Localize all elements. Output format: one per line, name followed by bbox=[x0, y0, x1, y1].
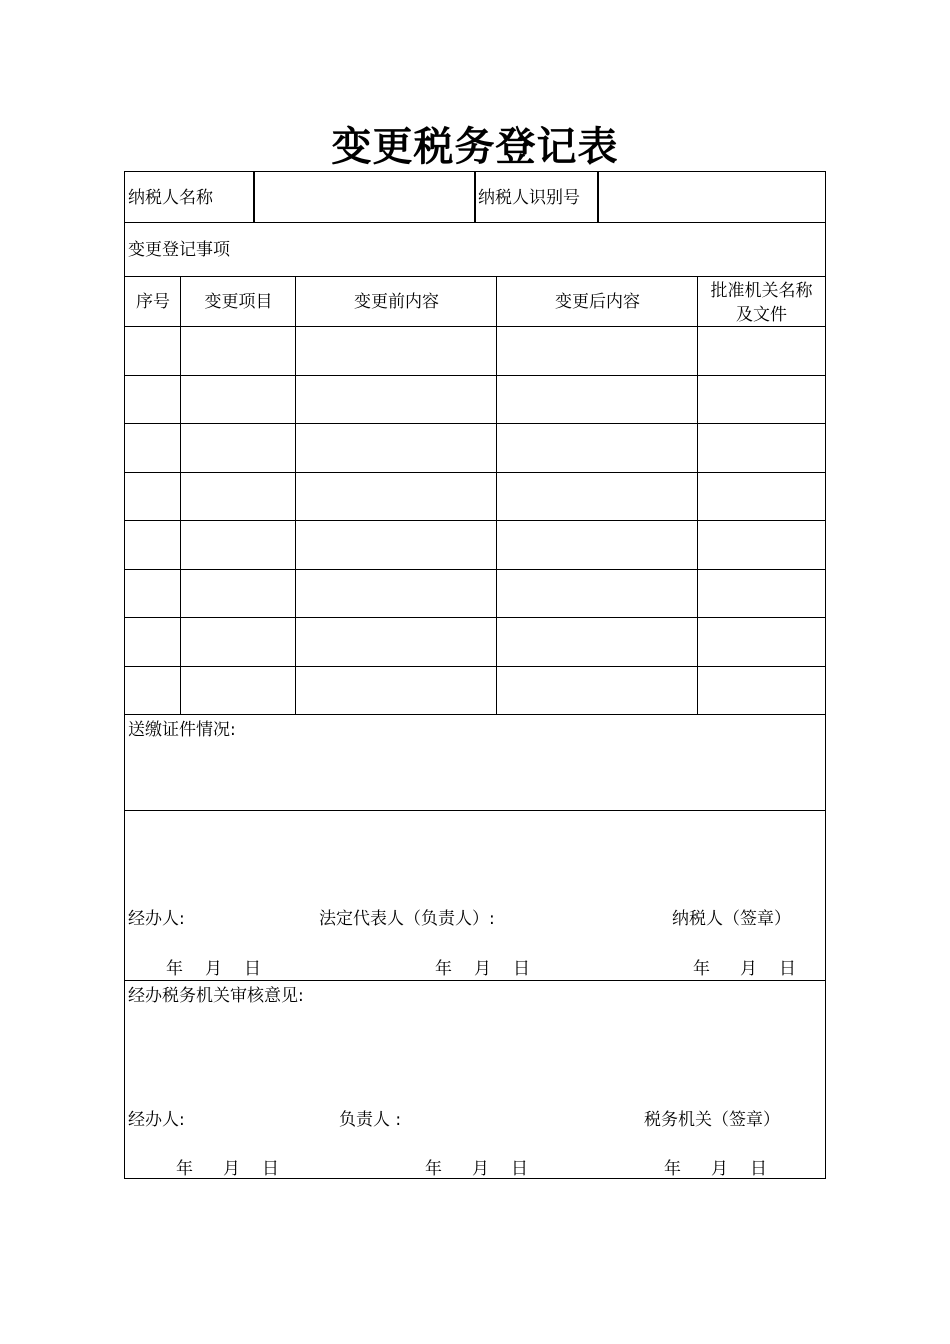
table-row-line bbox=[124, 617, 826, 618]
date-year: 年 bbox=[435, 959, 452, 979]
date-month: 月 bbox=[474, 959, 491, 979]
date-taxpayer bbox=[693, 958, 796, 980]
header-approval-line2: 及文件 bbox=[736, 305, 787, 325]
header-change-item: 变更项目 bbox=[204, 292, 273, 312]
divider bbox=[597, 172, 599, 222]
divider bbox=[124, 980, 826, 981]
date-month: 月 bbox=[205, 959, 222, 979]
authority-opinion-label: 经办税务机关审核意见: bbox=[128, 986, 304, 1006]
date-handler bbox=[166, 958, 261, 980]
date-year: 年 bbox=[693, 959, 710, 979]
responsible-label: 负责人 : bbox=[339, 1110, 402, 1130]
legal-rep-label: 法定代表人（负责人）: bbox=[319, 909, 495, 929]
table-col-line bbox=[697, 276, 698, 714]
divider bbox=[124, 810, 826, 811]
date-year: 年 bbox=[176, 1159, 193, 1179]
table-row-line bbox=[124, 326, 826, 327]
date-day: 日 bbox=[262, 1159, 279, 1179]
date-year: 年 bbox=[425, 1159, 442, 1179]
table-col-line bbox=[180, 276, 181, 714]
divider bbox=[124, 276, 826, 277]
authority-handler-label: 经办人: bbox=[128, 1110, 185, 1130]
authority-seal-label: 税务机关（签章） bbox=[644, 1110, 780, 1130]
date-day: 日 bbox=[511, 1159, 528, 1179]
date-legal-rep bbox=[435, 958, 530, 980]
table-row-line bbox=[124, 569, 826, 570]
table-row-line bbox=[124, 666, 826, 667]
table-row-line bbox=[124, 520, 826, 521]
header-approval-line1: 批准机关名称 bbox=[710, 281, 813, 301]
documents-label: 送缴证件情况: bbox=[128, 720, 236, 740]
divider bbox=[474, 172, 476, 222]
date-authority-handler bbox=[176, 1158, 279, 1180]
table-col-line bbox=[496, 276, 497, 714]
divider bbox=[124, 222, 826, 223]
table-row-line bbox=[124, 375, 826, 376]
change-items-label: 变更登记事项 bbox=[128, 240, 230, 260]
table-row-line bbox=[124, 423, 826, 424]
header-before-content: 变更前内容 bbox=[354, 292, 439, 312]
page-title: 变更税务登记表 bbox=[331, 123, 619, 170]
header-after-content: 变更后内容 bbox=[555, 292, 640, 312]
date-year: 年 bbox=[664, 1159, 681, 1179]
taxpayer-id-label: 纳税人识别号 bbox=[478, 188, 580, 208]
date-month: 月 bbox=[740, 959, 757, 979]
date-authority bbox=[664, 1158, 767, 1180]
table-col-line bbox=[295, 276, 296, 714]
taxpayer-name-label: 纳税人名称 bbox=[128, 188, 213, 208]
date-month: 月 bbox=[223, 1159, 240, 1179]
date-responsible bbox=[425, 1158, 528, 1180]
date-day: 日 bbox=[750, 1159, 767, 1179]
table-row-line bbox=[124, 714, 826, 715]
date-day: 日 bbox=[244, 959, 261, 979]
divider bbox=[253, 172, 255, 222]
date-year: 年 bbox=[166, 959, 183, 979]
date-month: 月 bbox=[472, 1159, 489, 1179]
handler-label: 经办人: bbox=[128, 909, 185, 929]
table-row-line bbox=[124, 472, 826, 473]
date-month: 月 bbox=[711, 1159, 728, 1179]
header-seq: 序号 bbox=[136, 292, 170, 312]
date-day: 日 bbox=[779, 959, 796, 979]
date-day: 日 bbox=[513, 959, 530, 979]
taxpayer-seal-label: 纳税人（签章） bbox=[672, 909, 791, 929]
